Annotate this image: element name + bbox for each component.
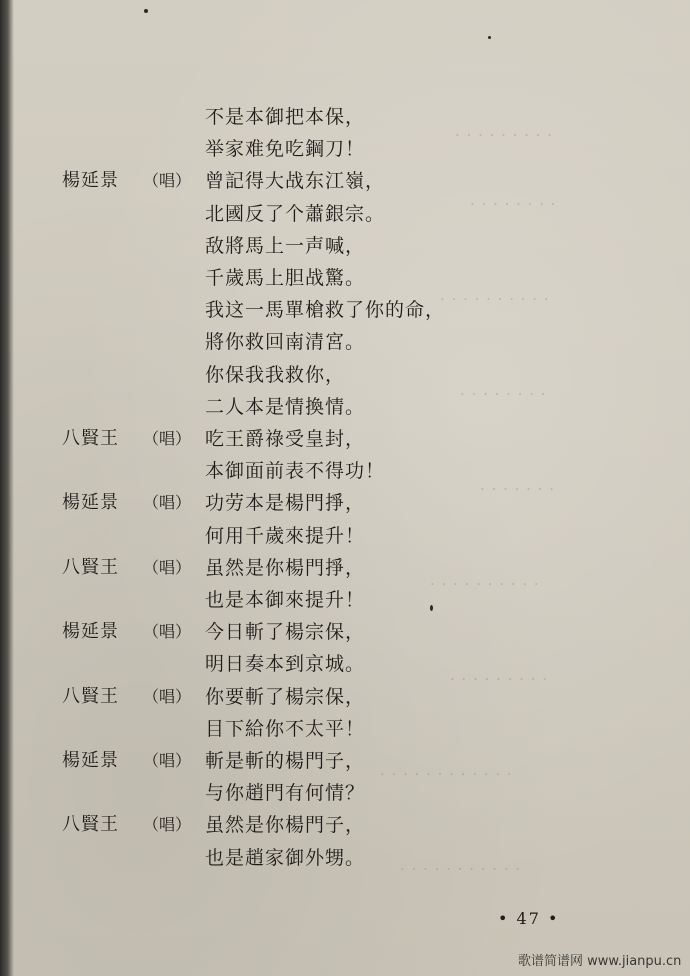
- show-through-text: · · · · · · · · · · · ·: [380, 765, 513, 783]
- lyric-line: 明日奏本到京城。: [205, 653, 366, 675]
- lyric-line: 北國反了个蕭銀宗。: [205, 203, 386, 225]
- sing-tag: （唱）: [143, 558, 192, 577]
- lyric-line: 將你救回南清宮。: [205, 331, 366, 353]
- lyric-line: 虽然是你楊門掙，: [205, 557, 366, 579]
- ink-speck: [430, 605, 433, 611]
- sing-tag: （唱）: [143, 171, 192, 190]
- lyric-line: 今日斬了楊宗保，: [205, 621, 366, 643]
- speaker-name: 楊延景: [62, 170, 119, 191]
- speaker-name: 八賢王: [62, 686, 119, 707]
- show-through-text: · · · · · · · ·: [460, 385, 547, 403]
- show-through-text: · · · · · · · · · ·: [430, 575, 540, 593]
- lyric-line: 功劳本是楊門掙，: [205, 492, 366, 514]
- sing-tag: （唱）: [143, 815, 192, 834]
- speaker-name: 八賢王: [62, 814, 119, 835]
- speaker-name: 楊延景: [62, 750, 119, 771]
- show-through-text: · · · · · · · · ·: [450, 670, 549, 688]
- speaker-name: 八賢王: [62, 428, 119, 449]
- lyric-line: 虽然是你楊門子，: [205, 814, 366, 836]
- lyric-line: 千歲馬上胆战驚。: [205, 267, 366, 289]
- lyric-line: 你要斬了楊宗保，: [205, 686, 366, 708]
- sing-tag: （唱）: [143, 622, 192, 641]
- show-through-text: · · · · · · · · ·: [455, 126, 554, 144]
- show-through-text: · · · · · · · · · · ·: [400, 860, 522, 878]
- lyric-line: 何用千歲來提升！: [205, 525, 366, 547]
- lyric-line: 曾記得大战东江嶺，: [205, 170, 386, 192]
- sing-tag: （唱）: [143, 429, 192, 448]
- sing-tag: （唱）: [143, 687, 192, 706]
- sing-tag: （唱）: [143, 751, 192, 770]
- ink-speck: [144, 9, 148, 13]
- speaker-name: 楊延景: [62, 492, 119, 513]
- lyric-line: 斬是斬的楊門子，: [205, 750, 366, 772]
- lyric-line: 目下給你不太平！: [205, 718, 366, 740]
- lyric-line: 也是趙家御外甥。: [205, 847, 366, 869]
- lyric-line: 也是本御來提升！: [205, 589, 366, 611]
- show-through-text: · · · · · · ·: [480, 480, 555, 498]
- lyric-line: 与你趙門有何情？: [205, 782, 366, 804]
- page-number: • 47 •: [498, 909, 560, 928]
- speaker-name: 楊延景: [62, 621, 119, 642]
- book-spine-shadow: [0, 0, 14, 976]
- lyric-line: 我这一馬單槍救了你的命，: [205, 299, 446, 321]
- lyric-line: 本御面前表不得功！: [205, 460, 386, 482]
- lyric-line: 二人本是情換情。: [205, 396, 366, 418]
- show-through-text: · · · · · · · · · ·: [440, 290, 550, 308]
- lyric-line: 举家难免吃鋼刀！: [205, 138, 366, 160]
- sing-tag: （唱）: [143, 493, 192, 512]
- speaker-name: 八賢王: [62, 557, 119, 578]
- site-watermark: 歌谱简谱网 www.jianpu.cn: [518, 954, 682, 969]
- lyric-line: 敌將馬上一声喊，: [205, 235, 366, 257]
- ink-speck: [488, 36, 491, 39]
- lyric-line: 你保我我救你，: [205, 364, 346, 386]
- lyric-line: 不是本御把本保，: [205, 106, 366, 128]
- show-through-text: · · · · · · · ·: [470, 195, 557, 213]
- lyric-line: 吃王爵祿受皇封，: [205, 428, 366, 450]
